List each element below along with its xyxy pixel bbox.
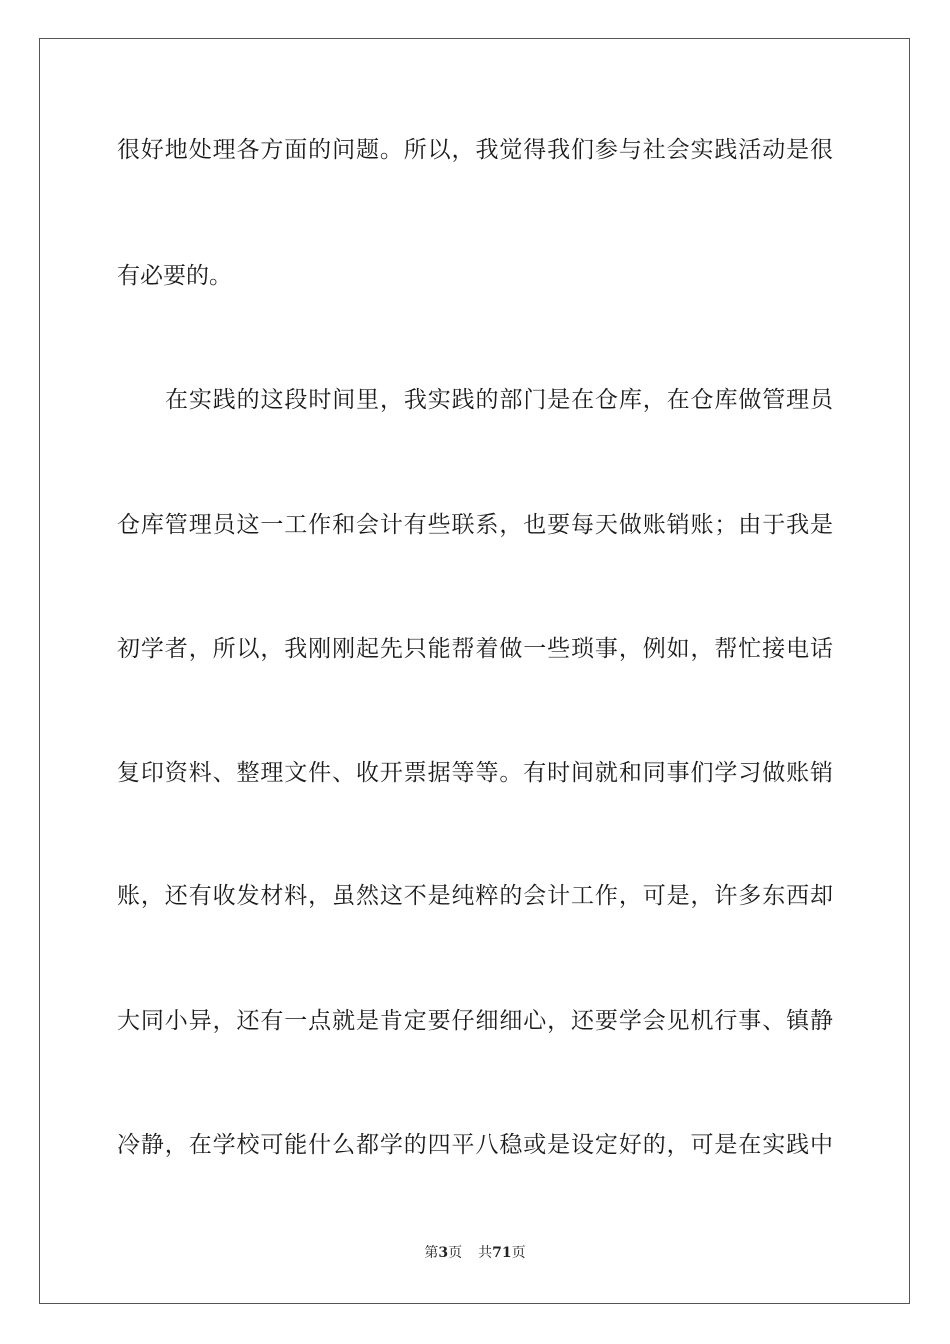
footer-total-pages: 71 <box>492 1245 512 1261</box>
footer-page-number: 3 <box>438 1245 449 1261</box>
text-line-2: 有必要的。 <box>117 263 232 289</box>
footer-page-suffix: 页 <box>448 1245 463 1261</box>
text-line-7: 账，还有收发材料，虽然这不是纯粹的会计工作，可是，许多东西却 <box>117 883 833 909</box>
text-line-5: 初学者，所以，我刚刚起先只能帮着做一些琐事，例如，帮忙接电话 <box>117 636 833 662</box>
text-line-8: 大同小异，还有一点就是肯定要仔细细心，还要学会见机行事、镇静 <box>117 1008 833 1034</box>
text-line-6: 复印资料、整理文件、收开票据等等。有时间就和同事们学习做账销 <box>117 760 833 786</box>
text-line-1: 很好地处理各方面的问题。所以，我觉得我们参与社会实践活动是很 <box>117 137 833 163</box>
text-line-9: 冷静，在学校可能什么都学的四平八稳或是设定好的，可是在实践中 <box>117 1132 833 1158</box>
footer-total-prefix: 共 <box>478 1245 493 1261</box>
page-footer <box>0 1243 950 1263</box>
text-line-3: 在实践的这段时间里，我实践的部门是在仓库，在仓库做管理员 <box>165 387 833 413</box>
footer-page-prefix: 第 <box>424 1245 439 1261</box>
page-border <box>39 38 910 1304</box>
text-line-4: 仓库管理员这一工作和会计有些联系，也要每天做账销账；由于我是 <box>117 512 833 538</box>
footer-total-suffix: 页 <box>511 1245 526 1261</box>
